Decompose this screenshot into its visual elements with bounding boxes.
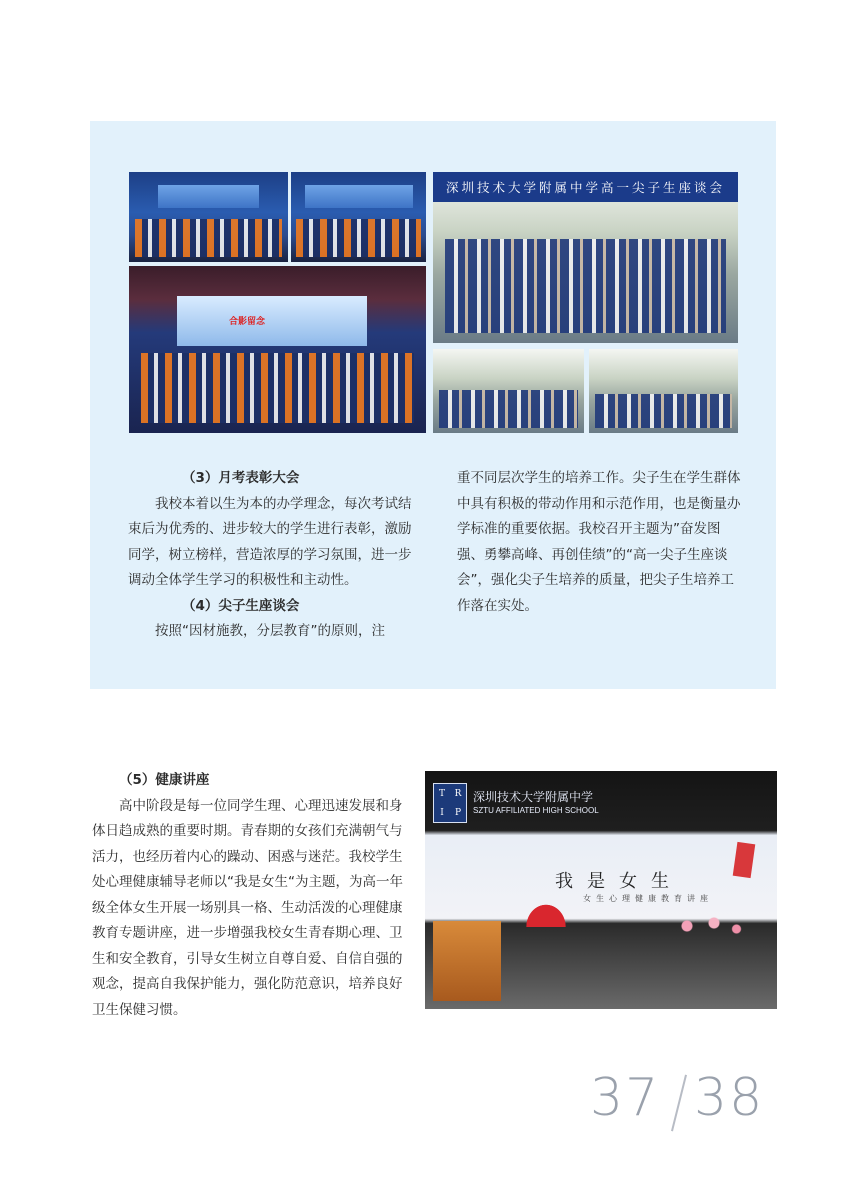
- forum-discussion-photo-right: [589, 349, 738, 433]
- page-number-next: 38: [694, 1068, 765, 1128]
- section5-heading: （5）健康讲座: [119, 772, 210, 788]
- award-photo-top-left: [129, 172, 288, 262]
- health-lecture-photo: [425, 771, 777, 1009]
- page-number: [590, 1068, 790, 1138]
- section3-paragraph: 我校本着以生为本的办学理念，每次考试结束后为优秀的、进步较大的学生进行表彰，激励同学，树立榜样，营造浓厚的学习氛围，进一步调动全体学生学习的积极性和主动性。: [128, 495, 412, 588]
- school-logo-icon: T R I P: [433, 783, 467, 823]
- section3-heading: （3）月考表彰大会: [182, 470, 300, 486]
- cherry-blossom-decoration: [669, 911, 759, 941]
- section4-right-column: [457, 466, 741, 619]
- page-number-current: 37: [590, 1068, 661, 1128]
- lecture-podium: [433, 921, 501, 1001]
- forum-discussion-photo-left: [433, 349, 584, 433]
- red-seal-decoration: [733, 842, 756, 878]
- section4-paragraph-continued: 重不同层次学生的培养工作。尖子生在学生群体中具有积极的带动作用和示范作用，也是衡量办学标准的重要依据。我校召开主题为”奋发图强、勇攀高峰、再创佳绩”的“高一尖子生座谈会”，强化尖子生培养的质量，把尖子生培养工作落在实处。: [457, 470, 741, 614]
- ceremony-banner-text: 合影留念: [229, 317, 266, 327]
- award-ceremony-group-photo: [129, 266, 426, 433]
- school-logo-text: 深圳技术大学附属中学 SZTU AFFILIATED HIGH SCHOOL: [473, 790, 599, 815]
- section4-heading: （4）尖子生座谈会: [182, 597, 300, 614]
- award-photo-top-middle: [291, 172, 426, 262]
- lecture-slide-subtitle: 女生心理健康教育讲座: [583, 894, 713, 903]
- section3-4-left-column: [128, 466, 412, 645]
- red-umbrella-decoration: [523, 901, 569, 927]
- top-student-forum-group-photo: [433, 172, 738, 343]
- section4-paragraph-start: 按照“因材施教，分层教育”的原则，注: [155, 623, 385, 639]
- section5-text: [92, 768, 410, 1023]
- page-number-divider: [671, 1075, 687, 1132]
- forum-banner: 深圳技术大学附属中学高一尖子生座谈会: [433, 172, 738, 202]
- section5-paragraph: 高中阶段是每一位同学生理、心理迅速发展和身体日趋成熟的重要时期。青春期的女孩们充满朝气与活力，也经历着内心的躁动、困惑与迷茫。我校学生处心理健康辅导老师以“我是女生“为主题，为高一年级全体女生开展一场别具一格、生动活泼的心理健康教育专题讲座，进一步增强我校女生青春期心理、卫生和安全教育，引导女生树立自尊自爱、自信自强的观念，提高自我保护能力，强化防范意识，培养良好卫生保健习惯。: [92, 797, 403, 1018]
- lecture-slide-title: 我是女生: [555, 871, 683, 892]
